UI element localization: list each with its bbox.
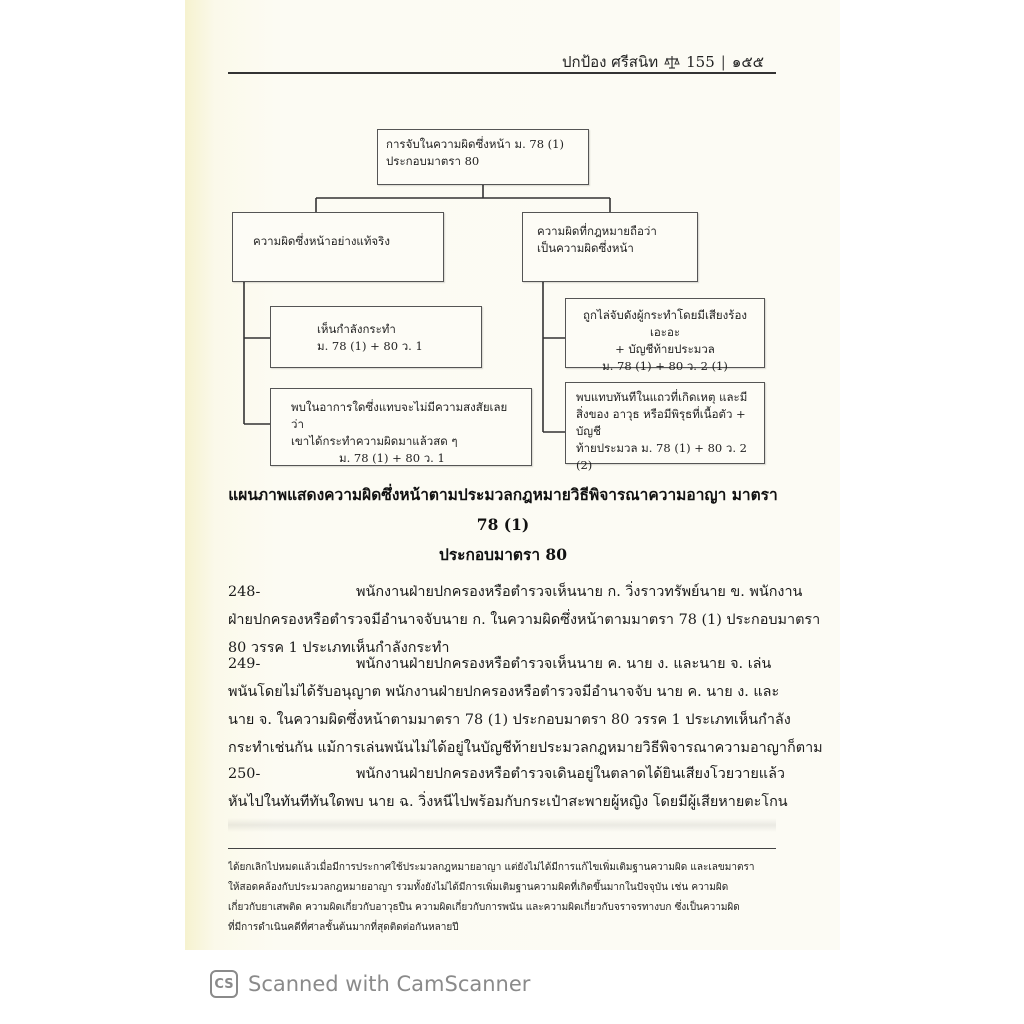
left-line-1: ความผิดซึ่งหน้าอย่างแท้จริง	[253, 234, 390, 248]
footnote	[228, 858, 776, 938]
l2-line-1: พบในอาการใดซึ่งแทบจะไม่มีความสงสัยเลยว่า	[291, 400, 508, 431]
diagram-right-child-2	[565, 382, 765, 472]
header-author: ปกป้อง ศรีสนิท	[562, 53, 659, 71]
root-line-1: การจับในความผิดซึ่งหน้า ม. 78 (1)	[386, 137, 564, 151]
paragraph-text: พนันโดยไม่ได้รับอนุญาต พนักงานฝ่ายปกครองหรือตำรวจมีอำนาจจับ นาย ค. นาย ง. และ	[228, 684, 780, 700]
footnote-line: เกี่ยวกับยาเสพติด ความผิดเกี่ยวกับอาวุธปืน ความผิดเกี่ยวกับการพนัน และความผิดเกี่ยวกับจราจรทางบก ซึ่งเป็นความผิด	[228, 902, 740, 913]
paragraph-first-line	[228, 760, 785, 788]
l1-line-1: เห็นกำลังกระทำ	[317, 322, 396, 336]
diagram-caption	[228, 480, 778, 570]
camscanner-text: Scanned with CamScanner	[248, 972, 531, 996]
l2-line-2: เขาได้กระทำความผิดมาแล้วสด ๆ	[291, 434, 458, 448]
r1-line-1: ถูกไล่จับดังผู้กระทำโดยมีเสียงร้องเอะอะ	[583, 308, 747, 339]
paragraph-text: กระทำเช่นกัน แม้การเล่นพนันไม่ได้อยู่ในบัญชีท้ายประมวลกฎหมายวิธีพิจารณาความอาญาก็ตาม	[228, 740, 823, 756]
paragraph-first-line	[228, 578, 803, 606]
header-separator: |	[720, 53, 726, 71]
paragraph-text: พนักงานฝ่ายปกครองหรือตำรวจเห็นนาย ค. นาย ง. และนาย จ. เล่น	[356, 656, 772, 672]
r1-line-3: ม. 78 (1) + 80 ว. 2 (1)	[602, 359, 728, 373]
caption-line-2: ประกอบมาตรา 80	[438, 545, 567, 564]
root-line-2: ประกอบมาตรา 80	[386, 154, 480, 168]
paragraph-number: 250-	[228, 766, 261, 782]
r2-line-2: สิ่งของ อาวุธ หรือมีพิรุธที่เนื้อตัว + บัญชี	[576, 407, 746, 438]
header-rule	[228, 72, 776, 74]
diagram-left-child-1	[270, 306, 482, 368]
l1-line-2: ม. 78 (1) + 80 ว. 1	[317, 339, 423, 353]
paragraph-first-line	[228, 650, 776, 678]
camscanner-logo-text: CS	[214, 976, 234, 992]
footnote-line: ที่มีการดำเนินคดีที่ศาลชั้นต้นมากที่สุดติดต่อกันหลายปี	[228, 922, 459, 933]
paragraph-text: หันไปในทันทีทันใดพบ นาย ฉ. วิ่งหนีไปพร้อมกับกระเป๋าสะพายผู้หญิง โดยมีผู้เสียหายตะโกน	[228, 794, 788, 810]
diagram-left-child-2	[270, 388, 532, 466]
right-line-2: เป็นความผิดซึ่งหน้า	[537, 241, 634, 255]
paragraph-text: นาย จ. ในความผิดซึ่งหน้าตามมาตรา 78 (1) ประกอบมาตรา 80 วรรค 1 ประเภทเห็นกำลัง	[228, 712, 791, 728]
r2-line-3: ท้ายประมวล ม. 78 (1) + 80 ว. 2 (2)	[576, 441, 747, 472]
paragraph-number: 249-	[228, 656, 261, 672]
paragraph-text: พนักงานฝ่ายปกครองหรือตำรวจเดินอยู่ในตลาดได้ยินเสียงโวยวายแล้ว	[356, 766, 785, 782]
r1-line-2: + บัญชีท้ายประมวล	[615, 342, 715, 356]
header-page-arabic: 155	[686, 53, 715, 71]
footnote-line: ได้ยกเลิกไปหมดแล้วเมื่อมีการประกาศใช้ประมวลกฎหมายอาญา แต่ยังไม่ได้มีการแก้ไขเพิ่มเติมฐานความผิด และเลขมาตรา	[228, 862, 755, 873]
diagram-deemed-flagrant-box	[522, 212, 698, 282]
caption-line-1: แผนภาพแสดงความผิดซึ่งหน้าตามประมวลกฎหมายวิธีพิจารณาความอาญา มาตรา 78 (1)	[228, 485, 778, 534]
right-line-1: ความผิดที่กฎหมายถือว่า	[537, 224, 657, 238]
scales-of-justice-icon	[664, 54, 680, 70]
paragraph-number: 248-	[228, 584, 261, 600]
diagram-root-box	[377, 129, 589, 185]
running-header	[562, 50, 764, 74]
paragraph-text: พนักงานฝ่ายปกครองหรือตำรวจเห็นนาย ก. วิ่งราวทรัพย์นาย ข. พนักงาน	[356, 584, 803, 600]
example-paragraph-250	[228, 760, 788, 816]
example-paragraph-249	[228, 650, 823, 762]
bleed-through-text	[228, 818, 776, 832]
camscanner-watermark	[210, 970, 530, 998]
footnote-line: ให้สอดคล้องกับประมวลกฎหมายอาญา รวมทั้งยังไม่ได้มีการเพิ่มเติมฐานความผิดที่เกิดขึ้นมากในปัจจุบัน เช่น ความผิด	[228, 882, 729, 893]
diagram-right-child-1	[565, 298, 765, 373]
paragraph-text: ฝ่ายปกครองหรือตำรวจมีอำนาจจับนาย ก. ในความผิดซึ่งหน้าตามมาตรา 78 (1) ประกอบมาตรา	[228, 612, 821, 628]
footnote-rule	[228, 848, 776, 849]
r2-line-1: พบแทบทันทีในแถวที่เกิดเหตุ และมี	[576, 390, 748, 404]
header-page-thai: ๑๕๕	[731, 53, 765, 71]
diagram-true-flagrant-box	[232, 212, 444, 282]
paragraph-text: 80 วรรค 1 ประเภทเห็นกำลังกระทำ	[228, 640, 450, 656]
camscanner-logo-icon	[210, 970, 238, 998]
l2-line-3: ม. 78 (1) + 80 ว. 1	[339, 451, 445, 465]
